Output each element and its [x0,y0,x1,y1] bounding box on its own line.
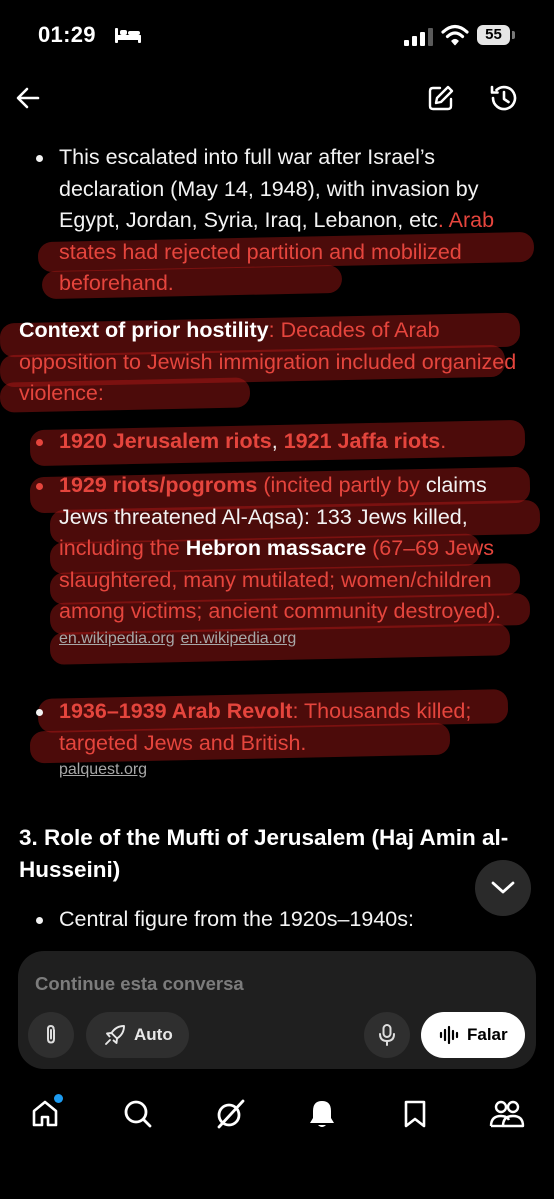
microphone-button[interactable] [364,1012,410,1058]
speak-label: Falar [467,1025,508,1044]
sound-wave-icon [439,1025,459,1045]
rocket-icon [104,1024,126,1046]
sources [59,759,539,781]
arrow-left-icon [14,84,42,112]
scroll-down-button[interactable] [475,860,531,916]
battery-indicator [477,25,515,45]
hebron-massacre: Hebron massacre [185,536,367,560]
back-button[interactable] [10,80,46,116]
composer [18,951,536,1069]
bottom-nav [0,1080,554,1150]
nav-search[interactable] [116,1092,160,1136]
nav-grok[interactable] [208,1092,252,1136]
section-heading: 3. Role of the Mufti of Jerusalem (Haj Amin al-Husseini) [19,825,509,882]
status-time: 01:29 [38,22,96,47]
bell-icon [307,1098,337,1130]
nav-bookmarks[interactable] [393,1092,437,1136]
people-icon [489,1098,525,1130]
event-1929: 1929 riots/pogroms [59,473,258,497]
context-text: : Decades of Arab opposition to Jewish immigration included organized violence: [19,318,517,405]
status-bar [0,0,554,72]
mufti-text: Central figure from the 1920s–1940s: [59,907,414,931]
battery-percent: 55 [485,26,502,43]
source-link[interactable]: en.wikipedia.org [59,629,175,647]
nav-home[interactable] [23,1092,67,1136]
microphone-icon [377,1023,397,1047]
auto-label: Auto [134,1025,173,1044]
grok-icon [213,1097,247,1131]
chevron-down-icon [490,880,516,896]
war-text: This escalated into full war after Israel’s declaration (May 14, 1948), with invasion by Egypt, Jordan, Syria, Iraq, Lebanon, etc [59,145,479,232]
cellular-signal-icon [404,28,434,46]
event-1921: 1921 Jaffa riots [283,429,441,453]
source-link[interactable]: en.wikipedia.org [180,629,297,647]
bookmark-icon [402,1099,428,1129]
event-1920: 1920 Jerusalem riots [59,429,272,453]
history-icon [488,82,520,114]
attach-button[interactable] [28,1012,74,1058]
new-chat-button[interactable] [423,80,459,116]
search-icon [122,1098,154,1130]
war-text-highlighted: . Arab states had rejected partition and mobilized beforehand. [59,208,495,295]
auto-mode-button[interactable] [86,1012,189,1058]
bed-icon [114,26,142,44]
message-input[interactable]: Continue esta conversa [35,973,244,994]
nav-notifications[interactable] [300,1092,344,1136]
wifi-icon [441,24,469,46]
nav-communities[interactable] [485,1092,529,1136]
voice-mode-button[interactable] [421,1012,525,1058]
source-link[interactable]: palquest.org [59,761,148,778]
context-paragraph [19,315,539,410]
history-button[interactable] [486,80,522,116]
notification-dot [54,1094,63,1103]
paperclip-icon [41,1023,61,1047]
sources [59,628,539,650]
edit-icon [426,83,456,113]
context-label: Context of prior hostility [19,318,269,342]
event-arab-revolt: 1936–1939 Arab Revolt [59,699,293,723]
